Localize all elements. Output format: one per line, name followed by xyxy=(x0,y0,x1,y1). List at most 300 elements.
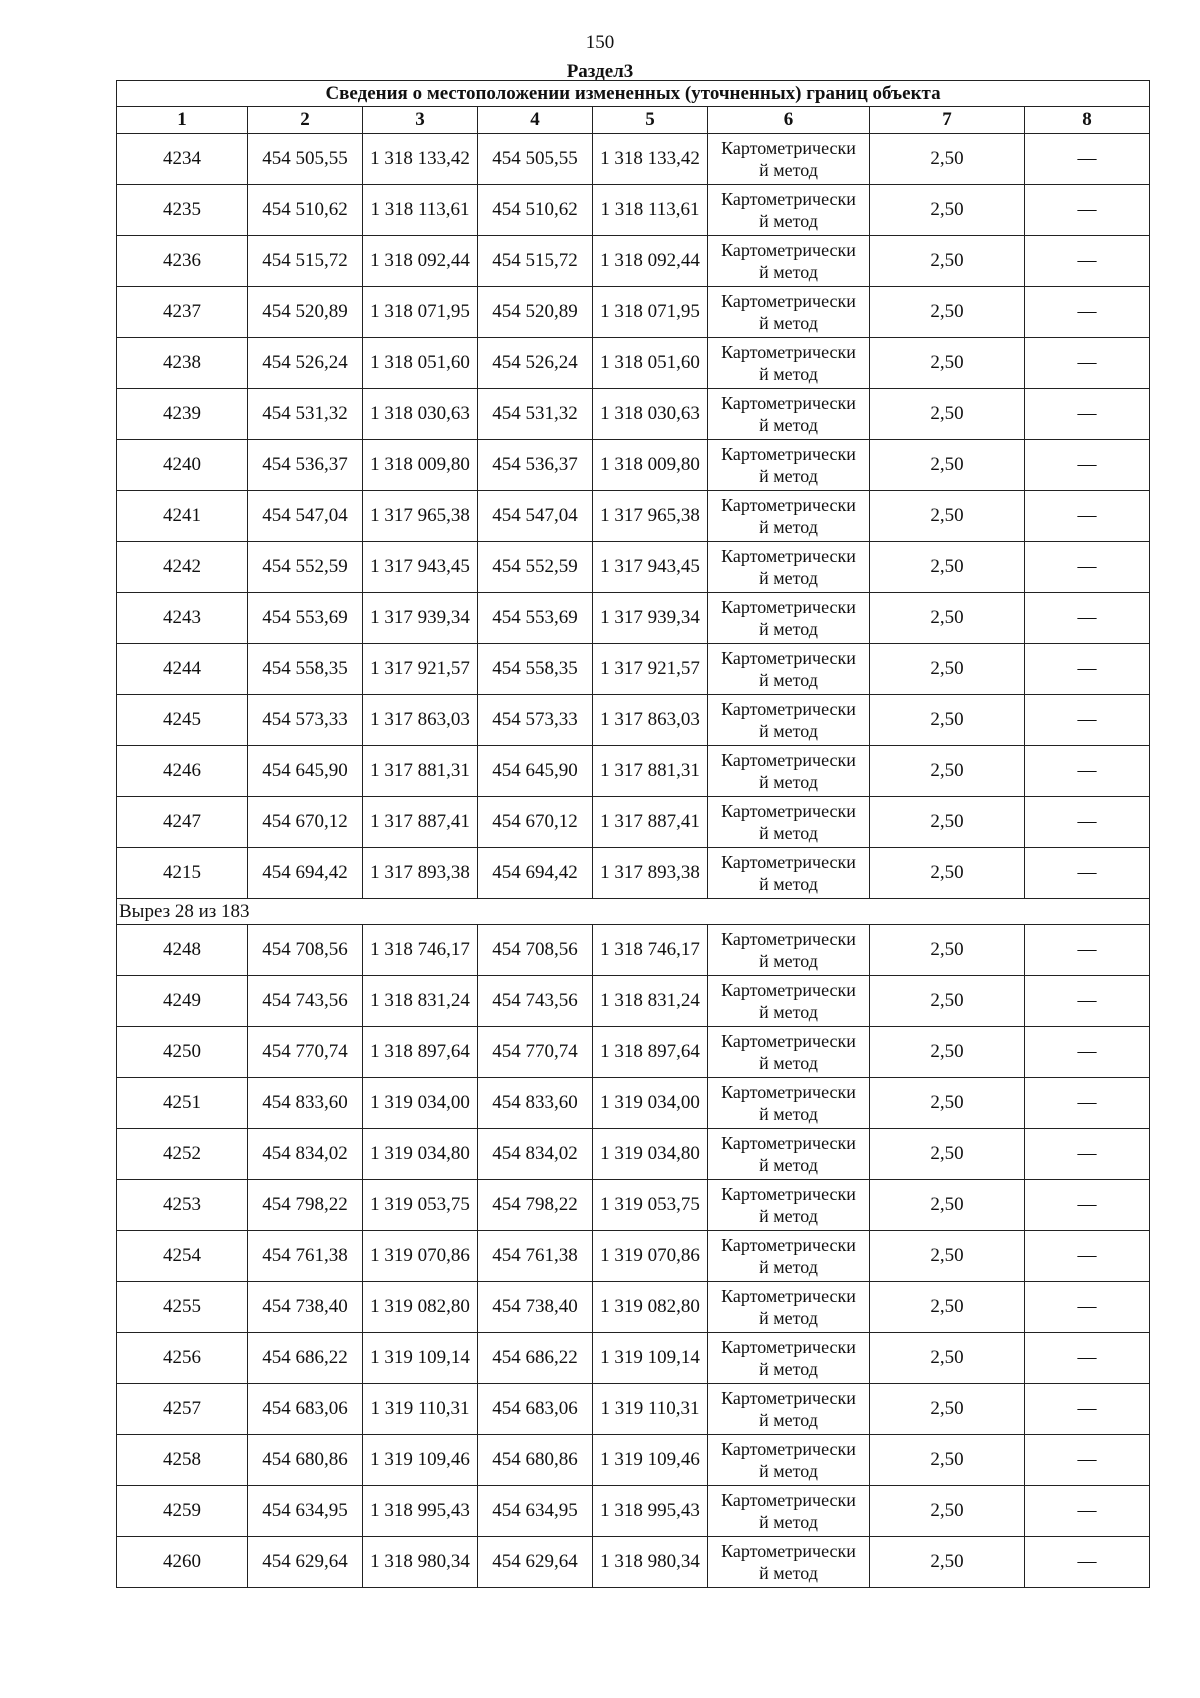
accuracy-cell: 2,50 xyxy=(870,976,1025,1027)
method-cell xyxy=(708,1129,870,1180)
method-cell xyxy=(708,185,870,236)
method-text-line1: Картометрически xyxy=(721,648,856,668)
table-row xyxy=(117,542,1150,593)
x-new-cell: 454 683,06 xyxy=(478,1384,593,1435)
y-new-cell: 1 319 110,31 xyxy=(593,1384,708,1435)
description-cell: — xyxy=(1025,287,1150,338)
y-new-cell: 1 319 034,80 xyxy=(593,1129,708,1180)
x-old-cell: 454 558,35 xyxy=(248,644,363,695)
method-text-line2: й метод xyxy=(759,313,818,333)
method-text-line2: й метод xyxy=(759,1512,818,1532)
y-new-cell: 1 319 053,75 xyxy=(593,1180,708,1231)
x-old-cell: 454 547,04 xyxy=(248,491,363,542)
description-cell: — xyxy=(1025,1435,1150,1486)
method-text-line1: Картометрически xyxy=(721,1184,856,1204)
y-new-cell: 1 319 034,00 xyxy=(593,1078,708,1129)
x-old-cell: 454 552,59 xyxy=(248,542,363,593)
y-new-cell: 1 318 092,44 xyxy=(593,236,708,287)
method-cell xyxy=(708,1435,870,1486)
accuracy-cell: 2,50 xyxy=(870,389,1025,440)
table-row xyxy=(117,1027,1150,1078)
point-number-cell: 4234 xyxy=(117,134,248,185)
point-number-cell: 4259 xyxy=(117,1486,248,1537)
method-text-line2: й метод xyxy=(759,1359,818,1379)
table-row xyxy=(117,236,1150,287)
description-cell: — xyxy=(1025,1231,1150,1282)
x-new-cell: 454 670,12 xyxy=(478,797,593,848)
column-header: 1 xyxy=(117,107,248,134)
y-new-cell: 1 317 943,45 xyxy=(593,542,708,593)
accuracy-cell: 2,50 xyxy=(870,746,1025,797)
x-old-cell: 454 761,38 xyxy=(248,1231,363,1282)
description-cell: — xyxy=(1025,491,1150,542)
point-number-cell: 4245 xyxy=(117,695,248,746)
accuracy-cell: 2,50 xyxy=(870,1486,1025,1537)
accuracy-cell: 2,50 xyxy=(870,1435,1025,1486)
method-text-line1: Картометрически xyxy=(721,189,856,209)
method-text-line2: й метод xyxy=(759,415,818,435)
column-header: 3 xyxy=(363,107,478,134)
column-header: 6 xyxy=(708,107,870,134)
y-old-cell: 1 318 009,80 xyxy=(363,440,478,491)
y-new-cell: 1 318 030,63 xyxy=(593,389,708,440)
y-new-cell: 1 317 921,57 xyxy=(593,644,708,695)
method-text-line2: й метод xyxy=(759,160,818,180)
x-new-cell: 454 573,33 xyxy=(478,695,593,746)
description-cell: — xyxy=(1025,1027,1150,1078)
x-old-cell: 454 680,86 xyxy=(248,1435,363,1486)
y-old-cell: 1 318 071,95 xyxy=(363,287,478,338)
point-number-cell: 4247 xyxy=(117,797,248,848)
method-cell xyxy=(708,797,870,848)
accuracy-cell: 2,50 xyxy=(870,925,1025,976)
x-new-cell: 454 680,86 xyxy=(478,1435,593,1486)
y-new-cell: 1 318 980,34 xyxy=(593,1537,708,1588)
x-old-cell: 454 743,56 xyxy=(248,976,363,1027)
table-row xyxy=(117,1231,1150,1282)
x-old-cell: 454 645,90 xyxy=(248,746,363,797)
x-old-cell: 454 683,06 xyxy=(248,1384,363,1435)
method-text-line1: Картометрически xyxy=(721,1490,856,1510)
x-old-cell: 454 526,24 xyxy=(248,338,363,389)
y-new-cell: 1 317 863,03 xyxy=(593,695,708,746)
method-text-line2: й метод xyxy=(759,772,818,792)
y-old-cell: 1 318 030,63 xyxy=(363,389,478,440)
description-cell: — xyxy=(1025,1486,1150,1537)
table-row xyxy=(117,287,1150,338)
point-number-cell: 4251 xyxy=(117,1078,248,1129)
x-new-cell: 454 770,74 xyxy=(478,1027,593,1078)
y-old-cell: 1 317 921,57 xyxy=(363,644,478,695)
table-row xyxy=(117,1486,1150,1537)
x-new-cell: 454 505,55 xyxy=(478,134,593,185)
page-number: 150 xyxy=(585,32,615,53)
method-text-line2: й метод xyxy=(759,1461,818,1481)
table-row xyxy=(117,338,1150,389)
x-new-cell: 454 629,64 xyxy=(478,1537,593,1588)
point-number-cell: 4239 xyxy=(117,389,248,440)
method-text-line2: й метод xyxy=(759,568,818,588)
section-label: Раздел3 xyxy=(566,61,634,82)
point-number-cell: 4250 xyxy=(117,1027,248,1078)
point-number-cell: 4249 xyxy=(117,976,248,1027)
x-new-cell: 454 558,35 xyxy=(478,644,593,695)
y-old-cell: 1 317 965,38 xyxy=(363,491,478,542)
x-new-cell: 454 520,89 xyxy=(478,287,593,338)
x-old-cell: 454 536,37 xyxy=(248,440,363,491)
y-old-cell: 1 319 034,80 xyxy=(363,1129,478,1180)
table-row xyxy=(117,1384,1150,1435)
method-text-line1: Картометрически xyxy=(721,1082,856,1102)
y-new-cell: 1 319 109,46 xyxy=(593,1435,708,1486)
y-new-cell: 1 318 009,80 xyxy=(593,440,708,491)
table-row xyxy=(117,848,1150,899)
y-new-cell: 1 318 746,17 xyxy=(593,925,708,976)
method-text-line2: й метод xyxy=(759,1308,818,1328)
description-cell: — xyxy=(1025,593,1150,644)
method-cell xyxy=(708,491,870,542)
method-text-line2: й метод xyxy=(759,951,818,971)
accuracy-cell: 2,50 xyxy=(870,134,1025,185)
point-number-cell: 4240 xyxy=(117,440,248,491)
x-old-cell: 454 634,95 xyxy=(248,1486,363,1537)
method-cell xyxy=(708,1384,870,1435)
description-cell: — xyxy=(1025,746,1150,797)
method-cell xyxy=(708,1078,870,1129)
accuracy-cell: 2,50 xyxy=(870,542,1025,593)
method-text-line1: Картометрически xyxy=(721,1133,856,1153)
method-cell xyxy=(708,644,870,695)
method-text-line2: й метод xyxy=(759,262,818,282)
x-old-cell: 454 670,12 xyxy=(248,797,363,848)
method-text-line1: Картометрически xyxy=(721,1388,856,1408)
y-old-cell: 1 319 110,31 xyxy=(363,1384,478,1435)
description-cell: — xyxy=(1025,236,1150,287)
y-old-cell: 1 317 893,38 xyxy=(363,848,478,899)
description-cell: — xyxy=(1025,542,1150,593)
point-number-cell: 4243 xyxy=(117,593,248,644)
method-cell xyxy=(708,389,870,440)
method-text-line1: Картометрически xyxy=(721,750,856,770)
point-number-cell: 4258 xyxy=(117,1435,248,1486)
x-new-cell: 454 708,56 xyxy=(478,925,593,976)
accuracy-cell: 2,50 xyxy=(870,1282,1025,1333)
method-cell xyxy=(708,1282,870,1333)
accuracy-cell: 2,50 xyxy=(870,287,1025,338)
y-new-cell: 1 317 881,31 xyxy=(593,746,708,797)
method-text-line1: Картометрически xyxy=(721,1439,856,1459)
method-cell xyxy=(708,287,870,338)
y-new-cell: 1 318 995,43 xyxy=(593,1486,708,1537)
y-old-cell: 1 318 980,34 xyxy=(363,1537,478,1588)
method-text-line2: й метод xyxy=(759,466,818,486)
y-old-cell: 1 317 943,45 xyxy=(363,542,478,593)
accuracy-cell: 2,50 xyxy=(870,1129,1025,1180)
point-number-cell: 4242 xyxy=(117,542,248,593)
x-new-cell: 454 694,42 xyxy=(478,848,593,899)
accuracy-cell: 2,50 xyxy=(870,185,1025,236)
accuracy-cell: 2,50 xyxy=(870,797,1025,848)
x-new-cell: 454 798,22 xyxy=(478,1180,593,1231)
accuracy-cell: 2,50 xyxy=(870,695,1025,746)
point-number-cell: 4244 xyxy=(117,644,248,695)
accuracy-cell: 2,50 xyxy=(870,491,1025,542)
column-header-row xyxy=(117,107,1150,134)
table-row xyxy=(117,1537,1150,1588)
accuracy-cell: 2,50 xyxy=(870,1333,1025,1384)
y-old-cell: 1 318 897,64 xyxy=(363,1027,478,1078)
point-number-cell: 4256 xyxy=(117,1333,248,1384)
method-text-line2: й метод xyxy=(759,211,818,231)
y-old-cell: 1 317 939,34 xyxy=(363,593,478,644)
y-old-cell: 1 317 881,31 xyxy=(363,746,478,797)
method-cell xyxy=(708,1486,870,1537)
x-old-cell: 454 834,02 xyxy=(248,1129,363,1180)
method-text-line1: Картометрически xyxy=(721,852,856,872)
x-old-cell: 454 531,32 xyxy=(248,389,363,440)
method-cell xyxy=(708,746,870,797)
y-old-cell: 1 318 051,60 xyxy=(363,338,478,389)
y-old-cell: 1 318 995,43 xyxy=(363,1486,478,1537)
y-new-cell: 1 318 831,24 xyxy=(593,976,708,1027)
y-old-cell: 1 319 082,80 xyxy=(363,1282,478,1333)
x-new-cell: 454 833,60 xyxy=(478,1078,593,1129)
method-cell xyxy=(708,542,870,593)
point-number-cell: 4241 xyxy=(117,491,248,542)
x-new-cell: 454 553,69 xyxy=(478,593,593,644)
column-header: 5 xyxy=(593,107,708,134)
point-number-cell: 4236 xyxy=(117,236,248,287)
column-header: 4 xyxy=(478,107,593,134)
column-header: 7 xyxy=(870,107,1025,134)
x-new-cell: 454 645,90 xyxy=(478,746,593,797)
method-cell xyxy=(708,593,870,644)
x-new-cell: 454 686,22 xyxy=(478,1333,593,1384)
point-number-cell: 4257 xyxy=(117,1384,248,1435)
accuracy-cell: 2,50 xyxy=(870,1078,1025,1129)
table-caption: Сведения о местоположении измененных (уточненных) границ объекта xyxy=(117,81,1150,107)
table-row xyxy=(117,1282,1150,1333)
method-cell xyxy=(708,1180,870,1231)
x-old-cell: 454 520,89 xyxy=(248,287,363,338)
x-old-cell: 454 770,74 xyxy=(248,1027,363,1078)
x-new-cell: 454 761,38 xyxy=(478,1231,593,1282)
x-new-cell: 454 634,95 xyxy=(478,1486,593,1537)
y-old-cell: 1 319 053,75 xyxy=(363,1180,478,1231)
x-old-cell: 454 708,56 xyxy=(248,925,363,976)
accuracy-cell: 2,50 xyxy=(870,848,1025,899)
point-number-cell: 4215 xyxy=(117,848,248,899)
point-number-cell: 4255 xyxy=(117,1282,248,1333)
point-number-cell: 4260 xyxy=(117,1537,248,1588)
method-text-line2: й метод xyxy=(759,1002,818,1022)
method-text-line2: й метод xyxy=(759,1155,818,1175)
column-header: 2 xyxy=(248,107,363,134)
x-old-cell: 454 553,69 xyxy=(248,593,363,644)
method-text-line1: Картометрически xyxy=(721,495,856,515)
point-number-cell: 4252 xyxy=(117,1129,248,1180)
x-new-cell: 454 743,56 xyxy=(478,976,593,1027)
y-new-cell: 1 318 071,95 xyxy=(593,287,708,338)
table-row xyxy=(117,1435,1150,1486)
description-cell: — xyxy=(1025,1282,1150,1333)
point-number-cell: 4237 xyxy=(117,287,248,338)
method-text-line2: й метод xyxy=(759,1053,818,1073)
x-new-cell: 454 547,04 xyxy=(478,491,593,542)
y-new-cell: 1 319 070,86 xyxy=(593,1231,708,1282)
method-text-line2: й метод xyxy=(759,721,818,741)
y-old-cell: 1 318 133,42 xyxy=(363,134,478,185)
table-row xyxy=(117,976,1150,1027)
description-cell: — xyxy=(1025,848,1150,899)
x-new-cell: 454 738,40 xyxy=(478,1282,593,1333)
table-row xyxy=(117,1180,1150,1231)
method-cell xyxy=(708,1333,870,1384)
y-old-cell: 1 317 863,03 xyxy=(363,695,478,746)
x-new-cell: 454 526,24 xyxy=(478,338,593,389)
description-cell: — xyxy=(1025,1333,1150,1384)
accuracy-cell: 2,50 xyxy=(870,1027,1025,1078)
x-new-cell: 454 531,32 xyxy=(478,389,593,440)
method-text-line1: Картометрически xyxy=(721,1286,856,1306)
description-cell: — xyxy=(1025,1129,1150,1180)
table-row xyxy=(117,746,1150,797)
accuracy-cell: 2,50 xyxy=(870,1537,1025,1588)
y-old-cell: 1 319 070,86 xyxy=(363,1231,478,1282)
table-row xyxy=(117,925,1150,976)
method-text-line2: й метод xyxy=(759,823,818,843)
x-old-cell: 454 833,60 xyxy=(248,1078,363,1129)
column-header: 8 xyxy=(1025,107,1150,134)
method-text-line1: Картометрически xyxy=(721,929,856,949)
table-row xyxy=(117,593,1150,644)
method-text-line1: Картометрически xyxy=(721,1235,856,1255)
x-old-cell: 454 510,62 xyxy=(248,185,363,236)
method-text-line1: Картометрически xyxy=(721,980,856,1000)
x-old-cell: 454 694,42 xyxy=(248,848,363,899)
method-text-line1: Картометрически xyxy=(721,444,856,464)
description-cell: — xyxy=(1025,134,1150,185)
point-number-cell: 4235 xyxy=(117,185,248,236)
description-cell: — xyxy=(1025,976,1150,1027)
x-old-cell: 454 629,64 xyxy=(248,1537,363,1588)
table-row xyxy=(117,1333,1150,1384)
y-new-cell: 1 318 051,60 xyxy=(593,338,708,389)
method-text-line1: Картометрически xyxy=(721,1541,856,1561)
x-old-cell: 454 505,55 xyxy=(248,134,363,185)
y-old-cell: 1 319 109,46 xyxy=(363,1435,478,1486)
description-cell: — xyxy=(1025,440,1150,491)
group-label-row xyxy=(117,899,1150,925)
description-cell: — xyxy=(1025,389,1150,440)
y-new-cell: 1 317 965,38 xyxy=(593,491,708,542)
description-cell: — xyxy=(1025,695,1150,746)
description-cell: — xyxy=(1025,925,1150,976)
x-new-cell: 454 536,37 xyxy=(478,440,593,491)
description-cell: — xyxy=(1025,644,1150,695)
description-cell: — xyxy=(1025,338,1150,389)
x-new-cell: 454 515,72 xyxy=(478,236,593,287)
method-cell xyxy=(708,925,870,976)
method-cell xyxy=(708,1231,870,1282)
accuracy-cell: 2,50 xyxy=(870,1231,1025,1282)
method-text-line1: Картометрически xyxy=(721,597,856,617)
description-cell: — xyxy=(1025,797,1150,848)
table-row xyxy=(117,134,1150,185)
method-text-line1: Картометрически xyxy=(721,138,856,158)
method-text-line1: Картометрически xyxy=(721,240,856,260)
y-new-cell: 1 319 109,14 xyxy=(593,1333,708,1384)
boundary-coordinates-table xyxy=(116,80,1150,1588)
table-row xyxy=(117,797,1150,848)
y-old-cell: 1 319 034,00 xyxy=(363,1078,478,1129)
accuracy-cell: 2,50 xyxy=(870,644,1025,695)
accuracy-cell: 2,50 xyxy=(870,440,1025,491)
y-new-cell: 1 318 133,42 xyxy=(593,134,708,185)
y-new-cell: 1 317 887,41 xyxy=(593,797,708,848)
description-cell: — xyxy=(1025,185,1150,236)
method-text-line2: й метод xyxy=(759,1563,818,1583)
method-text-line1: Картометрически xyxy=(721,546,856,566)
table-row xyxy=(117,695,1150,746)
table-caption-row xyxy=(117,81,1150,107)
accuracy-cell: 2,50 xyxy=(870,1384,1025,1435)
point-number-cell: 4248 xyxy=(117,925,248,976)
method-text-line1: Картометрически xyxy=(721,342,856,362)
x-new-cell: 454 510,62 xyxy=(478,185,593,236)
method-cell xyxy=(708,976,870,1027)
y-new-cell: 1 318 897,64 xyxy=(593,1027,708,1078)
table-row xyxy=(117,491,1150,542)
method-text-line1: Картометрически xyxy=(721,393,856,413)
table-row xyxy=(117,389,1150,440)
y-new-cell: 1 318 113,61 xyxy=(593,185,708,236)
method-cell xyxy=(708,695,870,746)
accuracy-cell: 2,50 xyxy=(870,1180,1025,1231)
x-new-cell: 454 834,02 xyxy=(478,1129,593,1180)
y-new-cell: 1 319 082,80 xyxy=(593,1282,708,1333)
method-cell xyxy=(708,1027,870,1078)
method-text-line2: й метод xyxy=(759,364,818,384)
method-text-line2: й метод xyxy=(759,1104,818,1124)
y-new-cell: 1 317 893,38 xyxy=(593,848,708,899)
description-cell: — xyxy=(1025,1078,1150,1129)
method-text-line1: Картометрически xyxy=(721,1337,856,1357)
y-old-cell: 1 318 746,17 xyxy=(363,925,478,976)
y-old-cell: 1 319 109,14 xyxy=(363,1333,478,1384)
point-number-cell: 4246 xyxy=(117,746,248,797)
point-number-cell: 4238 xyxy=(117,338,248,389)
x-old-cell: 454 686,22 xyxy=(248,1333,363,1384)
method-text-line1: Картометрически xyxy=(721,291,856,311)
table-row xyxy=(117,1078,1150,1129)
method-text-line2: й метод xyxy=(759,1206,818,1226)
x-old-cell: 454 573,33 xyxy=(248,695,363,746)
table-row xyxy=(117,440,1150,491)
method-text-line2: й метод xyxy=(759,517,818,537)
point-number-cell: 4254 xyxy=(117,1231,248,1282)
method-text-line2: й метод xyxy=(759,874,818,894)
y-old-cell: 1 317 887,41 xyxy=(363,797,478,848)
accuracy-cell: 2,50 xyxy=(870,236,1025,287)
x-old-cell: 454 798,22 xyxy=(248,1180,363,1231)
point-number-cell: 4253 xyxy=(117,1180,248,1231)
y-old-cell: 1 318 092,44 xyxy=(363,236,478,287)
method-cell xyxy=(708,1537,870,1588)
y-new-cell: 1 317 939,34 xyxy=(593,593,708,644)
description-cell: — xyxy=(1025,1180,1150,1231)
method-text-line2: й метод xyxy=(759,1257,818,1277)
